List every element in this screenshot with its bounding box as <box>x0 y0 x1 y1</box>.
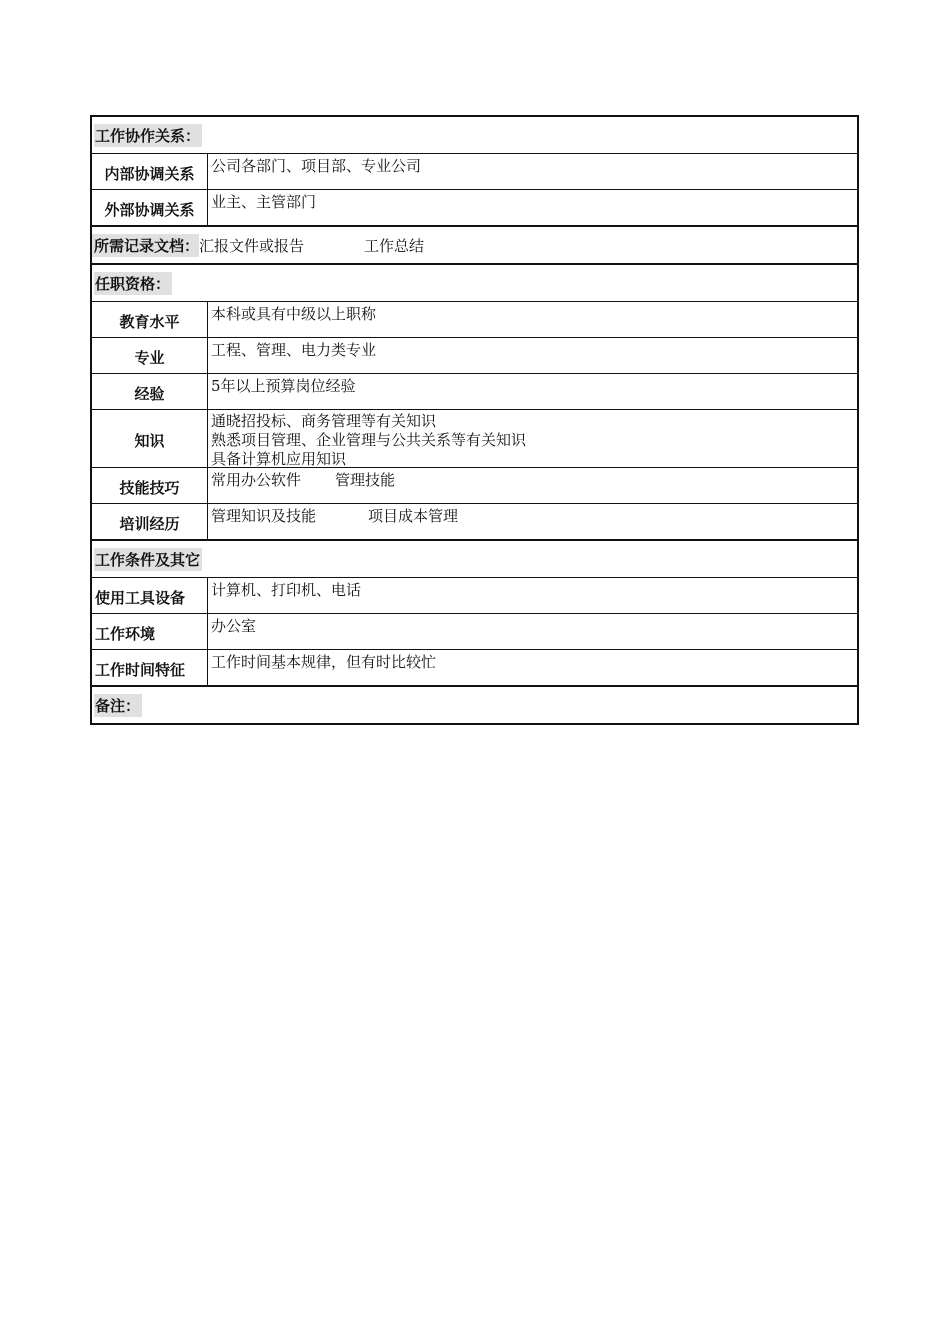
work-time-row <box>92 649 857 685</box>
records-row <box>92 225 857 263</box>
conditions-header-row <box>92 539 857 577</box>
skills-value <box>208 468 857 503</box>
records-item-1: 汇报文件或报告 <box>199 236 305 255</box>
coop-header-row <box>92 117 857 153</box>
training-label: 培训经历 <box>92 504 208 539</box>
major-row <box>92 337 857 373</box>
major-value: 工程、管理、电力类专业 <box>211 341 377 359</box>
remarks-title: 备注： <box>94 694 142 717</box>
work-time-label: 工作时间特征 <box>92 650 208 685</box>
environment-row <box>92 613 857 649</box>
conditions-title: 工作条件及其它 <box>94 548 202 571</box>
training-item-1: 管理知识及技能 <box>211 507 317 525</box>
training-item-2: 项目成本管理 <box>368 507 459 525</box>
training-value <box>208 504 857 539</box>
knowledge-line-2: 熟悉项目管理、企业管理与公共关系等有关知识 <box>211 431 527 449</box>
coop-title: 工作协作关系： <box>94 124 202 147</box>
skills-row <box>92 467 857 503</box>
work-time-value: 工作时间基本规律，但有时比较忙 <box>211 653 437 671</box>
external-coordination-row <box>92 189 857 225</box>
education-value: 本科或具有中级以上职称 <box>211 305 377 323</box>
knowledge-line-3: 具备计算机应用知识 <box>211 450 347 468</box>
qualifications-header-row <box>92 263 857 301</box>
education-label: 教育水平 <box>92 302 208 337</box>
tools-value: 计算机、打印机、电话 <box>211 581 362 599</box>
qualifications-title: 任职资格： <box>94 272 172 295</box>
knowledge-label: 知识 <box>92 410 208 467</box>
records-item-2: 工作总结 <box>364 236 425 255</box>
external-coordination-label: 外部协调关系 <box>92 190 208 225</box>
records-label: 所需记录文档： <box>92 234 199 257</box>
job-description-table <box>90 115 859 725</box>
internal-coordination-row <box>92 153 857 189</box>
major-label: 专业 <box>92 338 208 373</box>
remarks-row <box>92 685 857 723</box>
training-row <box>92 503 857 539</box>
tools-label: 使用工具设备 <box>92 578 208 613</box>
environment-value: 办公室 <box>211 617 257 635</box>
skills-item-1: 常用办公软件 <box>211 471 302 489</box>
environment-label: 工作环境 <box>92 614 208 649</box>
tools-row <box>92 577 857 613</box>
experience-row <box>92 373 857 409</box>
experience-value: 5年以上预算岗位经验 <box>211 377 356 395</box>
knowledge-row <box>92 409 857 467</box>
experience-label: 经验 <box>92 374 208 409</box>
skills-item-2: 管理技能 <box>335 471 396 489</box>
skills-label: 技能技巧 <box>92 468 208 503</box>
knowledge-line-1: 通晓招投标、商务管理等有关知识 <box>211 412 437 430</box>
internal-coordination-label: 内部协调关系 <box>92 154 208 189</box>
internal-coordination-value: 公司各部门、项目部、专业公司 <box>211 157 422 175</box>
knowledge-value <box>208 410 857 467</box>
external-coordination-value: 业主、主管部门 <box>211 193 317 211</box>
education-row <box>92 301 857 337</box>
